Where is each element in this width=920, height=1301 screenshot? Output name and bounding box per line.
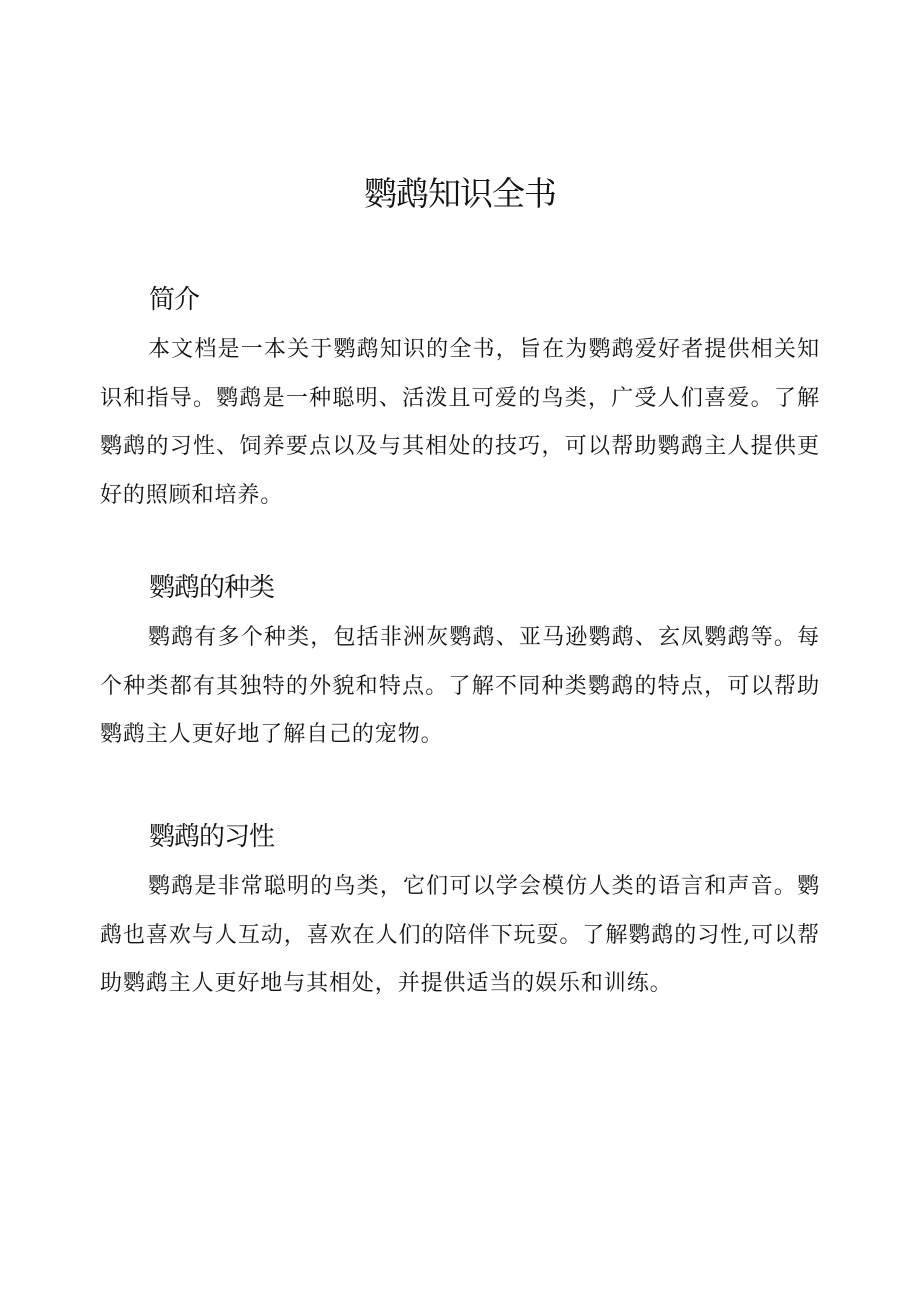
document-title: 鹦鹉知识全书 [364, 174, 556, 213]
section-heading-introduction: 简介 [149, 285, 200, 315]
section-body-parrot-species: 鹦鹉有多个种类，包括非洲灰鹦鹉、亚马逊鹦鹉、玄凤鹦鹉等。每个种类都有其独特的外貌和特点。了解不同种类鹦鹉的特点，可以帮助鹦鹉主人更好地了解自己的宠物。 [100, 625, 820, 747]
section-parrot-species [100, 570, 820, 760]
section-body-parrot-habits: 鹦鹉是非常聪明的鸟类，它们可以学会模仿人类的语言和声音。鹦鹉也喜欢与人互动，喜欢在人们的陪伴下玩耍。了解鹦鹉的习性,可以帮助鹦鹉主人更好地与其相处，并提供适当的娱乐和训练。 [100, 874, 820, 996]
section-body-introduction: 本文档是一本关于鹦鹉知识的全书，旨在为鹦鹉爱好者提供相关知识和指导。鹦鹉是一种聪明、活泼且可爱的鸟类，广受人们喜爱。了解鹦鹉的习性、饲养要点以及与其相处的技巧，可以帮助鹦鹉主人提供更好的照顾和培养。 [100, 337, 820, 508]
section-introduction [100, 282, 820, 520]
section-parrot-habits [100, 819, 820, 1009]
section-heading-parrot-habits: 鹦鹉的习性 [149, 822, 275, 852]
section-heading-parrot-species: 鹦鹉的种类 [149, 573, 275, 603]
